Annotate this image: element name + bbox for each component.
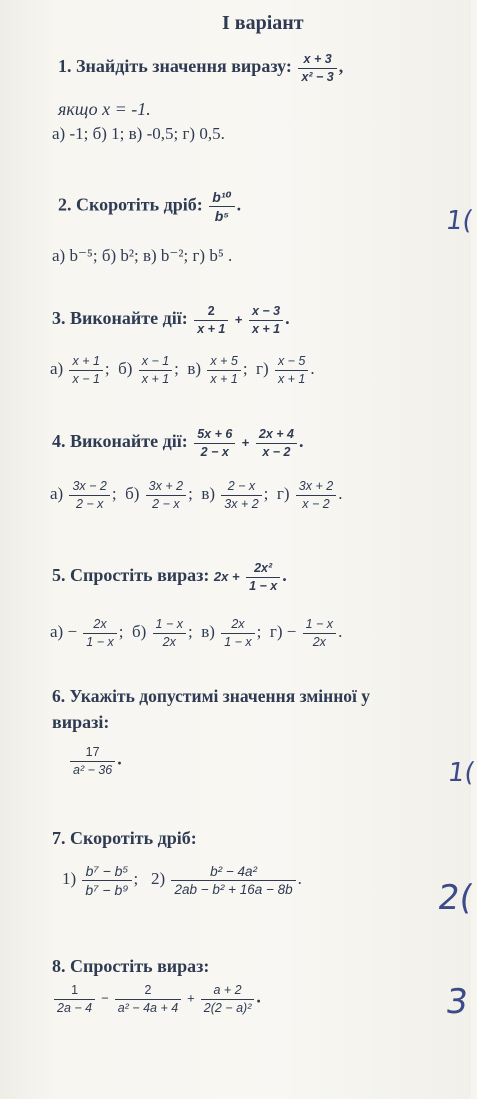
q3-text: 3. Виконайте дії:: [52, 308, 188, 329]
q4-answer-d: г) $\frac{3x + 2}{x - 2}$ .: [276, 479, 343, 511]
handwritten-mark-q6: 1(: [445, 758, 477, 788]
q3-answer-d: г) $\frac{x - 5}{x + 1}$ .: [256, 354, 315, 386]
variant-title: I варіант: [222, 12, 304, 34]
q7-part-2: 2) $\frac{\text{b² − 4a²}}{\text{2ab − b² + 16a − 8b}}$ .: [151, 863, 302, 897]
q5-answer-d: г) − $\frac{1 - x}{2x}$ .: [269, 617, 343, 649]
q6-expression: $\frac{17}{\text{a² − 36}}$ .: [68, 746, 122, 776]
handwritten-mark-q8: 3: [443, 982, 471, 1022]
q4-answers: [50, 480, 342, 510]
q7-part-1: 1) $\frac{\text{b⁷ − b⁵}}{\text{b⁷ − b⁹}}$ ;: [62, 863, 139, 898]
q8-fraction-2: $\frac{2}{\text{a² − 4a + 4}}$: [115, 984, 181, 1014]
q1-answers: а) -1; б) 1; в) -0,5; г) 0,5.: [52, 124, 225, 143]
q3-answer-a: а) $\frac{x + 1}{x - 1}$ ;: [50, 354, 110, 386]
q8-expression: $\frac{1}{2a - 4}$ − $\frac{2}{\text{a² − 4a + 4}}$ + $\frac{a + 2}{\text{2(2 − a)²}}$ .: [52, 984, 261, 1014]
q7-text: 7. Скоротіть дріб:: [52, 828, 197, 848]
q5-line: 5. Спростіть вираз: 2x + $\frac{\text{2x²}}{1 - x}$ .: [52, 561, 287, 593]
q1-condition: якщо x = -1.: [58, 99, 151, 119]
q2-fraction: $\frac{\text{b¹⁰}}{\text{b⁵}}$: [209, 190, 234, 223]
q4-fraction-2: $\frac{2x + 4}{x - 2}$: [256, 428, 297, 458]
q1-fraction: $\frac{x + 3}{\text{x² − 3}}$: [298, 53, 336, 83]
q4-answer-c: в) $\frac{2 - x}{3x + 2}$ ;: [201, 479, 269, 511]
q1-text: 1. Знайдіть значення виразу:: [58, 56, 292, 77]
q8-fraction-1: $\frac{1}{2a - 4}$: [54, 984, 95, 1014]
q5-answers: [50, 618, 342, 648]
q5-answer-b: б) $\frac{1 - x}{2x}$ ;: [131, 617, 193, 649]
q3-fraction-1: $\frac{2}{x + 1}$: [194, 305, 228, 335]
handwritten-mark-q7: 2(: [435, 878, 476, 918]
handwritten-mark-q2: 1(: [443, 206, 475, 236]
q8-fraction-3: $\frac{a + 2}{\text{2(2 − a)²}}$: [201, 984, 255, 1014]
q3-fraction-2: $\frac{x - 3}{x + 1}$: [249, 305, 283, 335]
q2-line: 2. Скоротіть дріб: $\frac{\text{b¹⁰}}{\text{b⁵}}$ .: [58, 189, 242, 224]
q6-line-2: виразі:: [52, 712, 110, 732]
q3-answer-b: б) $\frac{x - 1}{x + 1}$ ;: [118, 354, 179, 386]
q8-text: 8. Спростіть вираз:: [52, 956, 210, 976]
q6-fraction: $\frac{17}{\text{a² − 36}}$: [70, 746, 115, 776]
q5-text: 5. Спростіть вираз:: [52, 565, 210, 586]
q6-line-1: 6. Укажіть допустимі значення змінної у: [52, 686, 371, 706]
q2-text: 2. Скоротіть дріб:: [58, 194, 203, 215]
q2-answers: а) b⁻⁵; б) b²; в) b⁻²; г) b⁵ .: [52, 246, 233, 265]
q3-answers: [50, 355, 315, 385]
q5-answer-c: в) $\frac{2x}{1 - x}$ ;: [201, 617, 262, 649]
q4-answer-a: а) $\frac{3x - 2}{2 - x}$ ;: [50, 479, 117, 511]
q3-answer-c: в) $\frac{x + 5}{x + 1}$ ;: [187, 354, 248, 386]
q3-line: 3. Виконайте дії: $\frac{2}{x + 1}$ + $\frac{x - 3}{x + 1}$ .: [52, 304, 290, 336]
q4-line: 4. Виконайте дії: $\frac{5x + 6}{2 - x}$ + $\frac{2x + 4}{x - 2}$ .: [52, 427, 304, 459]
q5-answer-a: а) − $\frac{2x}{1 - x}$ ;: [50, 617, 124, 649]
q7-parts: [62, 864, 302, 897]
q1-line: 1. Знайдіть значення виразу: $\frac{x + 3}{\text{x² − 3}}$ ,: [58, 52, 344, 84]
q4-answer-b: б) $\frac{3x + 2}{2 - x}$ ;: [125, 479, 193, 511]
q5-fraction: $\frac{\text{2x²}}{1 - x}$: [246, 562, 280, 592]
q4-fraction-1: $\frac{5x + 6}{2 - x}$: [194, 428, 235, 458]
q4-text: 4. Виконайте дії:: [52, 431, 188, 452]
